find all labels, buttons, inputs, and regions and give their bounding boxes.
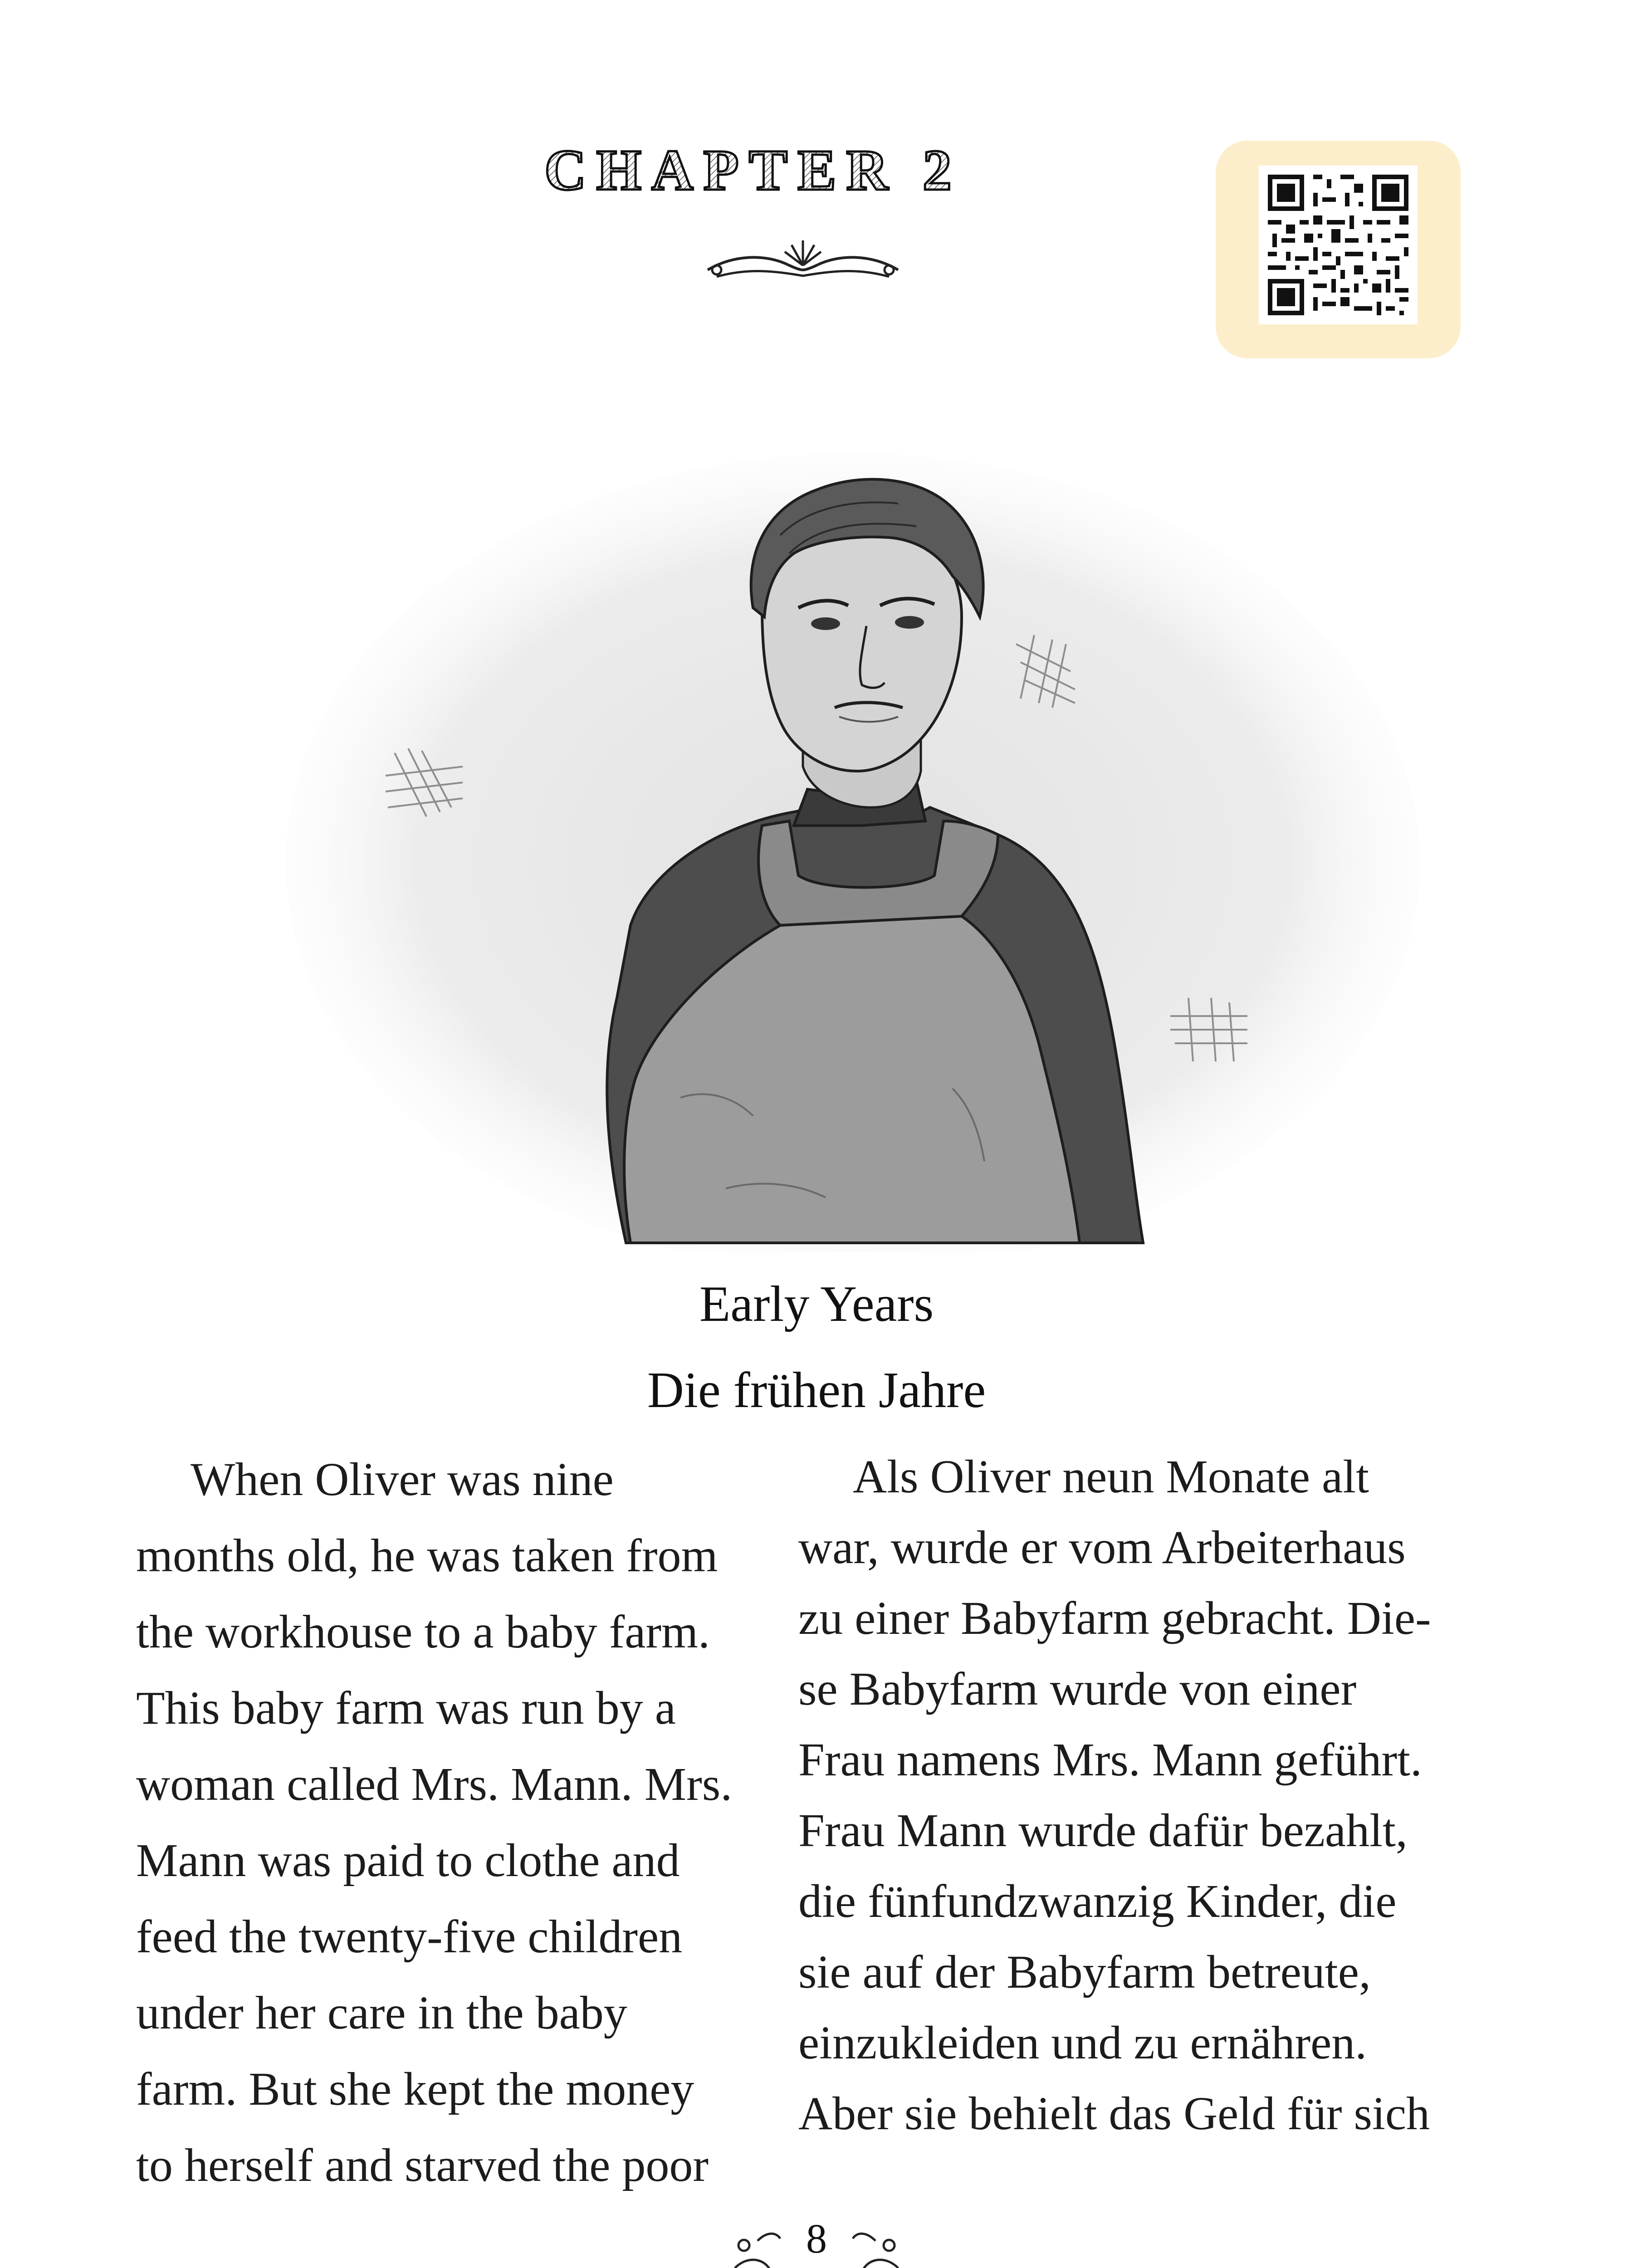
english-text-column	[136, 1442, 771, 2204]
text-line: farm. But she kept the money	[136, 2063, 694, 2115]
text-line: die fünfundzwanzig Kinder, die	[798, 1875, 1397, 1927]
page-number: 8	[806, 2215, 827, 2262]
chapter-title	[499, 136, 1007, 209]
text-line: feed the twenty-five children	[136, 1911, 683, 1963]
text-line: to herself and starved the poor	[136, 2139, 709, 2191]
qr-code-panel[interactable]	[1216, 141, 1461, 358]
text-line: se Babyfarm wurde von einer	[798, 1663, 1357, 1715]
text-line: the workhouse to a baby farm.	[136, 1606, 710, 1658]
text-line: war, wurde er vom Arbeiterhaus	[798, 1521, 1406, 1574]
qr-code-icon	[1259, 166, 1418, 324]
section-heading-german: Die frühen Jahre	[647, 1362, 986, 1418]
chapter-ornament	[699, 227, 907, 290]
text-line: Frau namens Mrs. Mann geführt.	[798, 1734, 1422, 1786]
text-line: zu einer Babyfarm gebracht. Die-	[798, 1592, 1431, 1644]
text-line: This baby farm was run by a	[136, 1682, 676, 1734]
section-heading-english: Early Years	[699, 1276, 934, 1332]
chapter-title-text: CHAPTER 2	[544, 138, 962, 202]
text-line: under her care in the baby	[136, 1987, 627, 2039]
text-line: woman called Mrs. Mann. Mrs.	[136, 1758, 733, 1810]
portrait-illustration	[272, 417, 1433, 1252]
text-line: Aber sie behielt das Geld für sich	[798, 2087, 1430, 2140]
text-line: einzukleiden und zu ernähren.	[798, 2017, 1367, 2069]
text-line: sie auf der Babyfarm betreute,	[798, 1946, 1371, 1998]
german-text-column	[798, 1442, 1461, 2149]
text-line: Als Oliver neun Monate alt	[853, 1451, 1369, 1503]
text-line: When Oliver was nine	[191, 1453, 614, 1505]
text-line: Mann was paid to clothe and	[136, 1834, 680, 1887]
text-line: Frau Mann wurde dafür bezahlt,	[798, 1804, 1408, 1857]
text-line: months old, he was taken from	[136, 1530, 718, 1582]
